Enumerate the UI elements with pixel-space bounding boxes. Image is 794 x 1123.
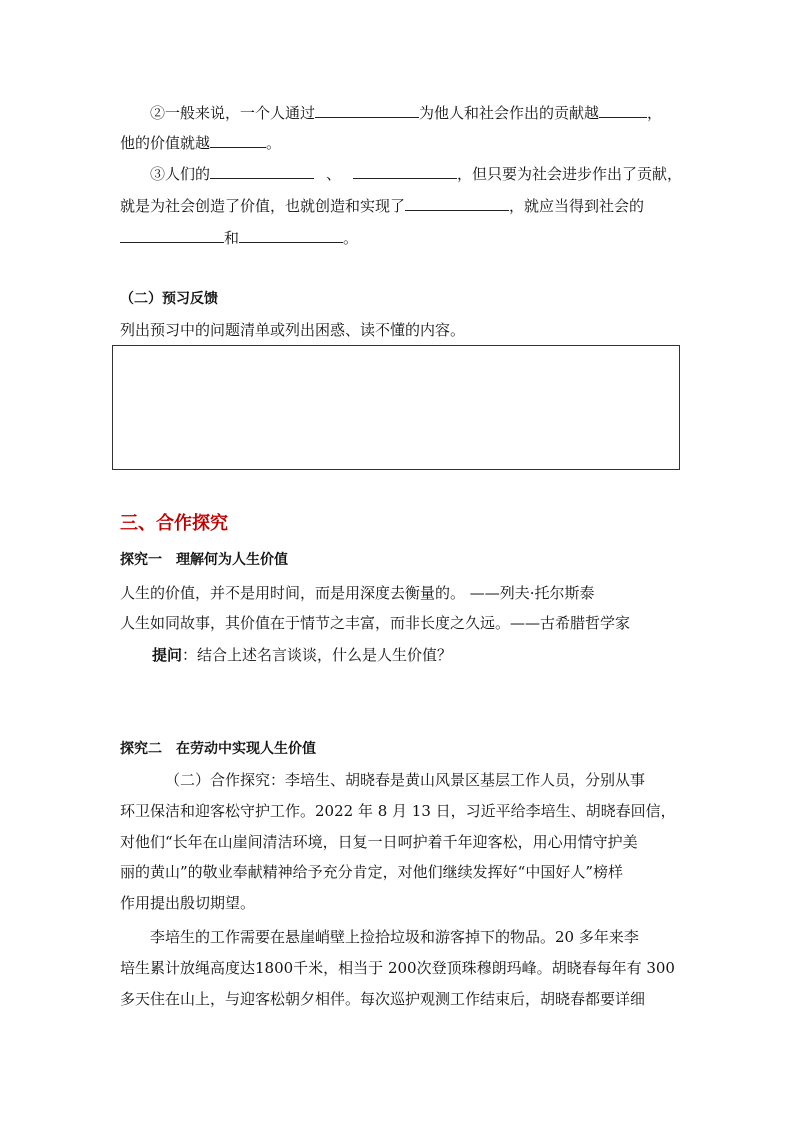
feedback-answer-box[interactable] <box>112 345 680 470</box>
item2-text-b: 为他人和社会作出的贡献越 <box>419 104 600 122</box>
explore2-title: 探究二 在劳动中实现人生价值 <box>120 741 316 757</box>
item2-text-e: 。 <box>266 134 282 152</box>
para2-line: 多天住在山上，与迎客松朝夕相伴。每次巡护观测工作结束后，胡晓春都要详细 <box>120 990 646 1008</box>
item3-text-d: 就是为社会创造了价值，也就创造和实现了 <box>120 197 406 215</box>
item3-text-e: ，就应当得到社会的 <box>509 197 645 215</box>
item3-text-g: 。 <box>343 229 359 247</box>
para2-line: 培生累计放绳高度达1800千米，相当于 200次登顶珠穆朗玛峰。胡晓春每年有 300 <box>120 959 675 977</box>
item2-text-c: ， <box>647 104 663 122</box>
item2-line2 <box>120 133 281 153</box>
question-label: 提问 <box>152 646 183 664</box>
quote-1: 人生的价值，并不是用时间，而是用深度去衡量的。 ——列夫·托尔斯泰 <box>120 584 595 602</box>
item2-text-a: ②一般来说，一个人通过 <box>150 104 316 122</box>
para2-line: 李培生的工作需要在悬崖峭壁上捡拾垃圾和游客掉下的物品。20 多年来李 <box>150 928 639 946</box>
item2-line1 <box>150 103 662 123</box>
para1-line: （二）合作探究：李培生、胡晓春是黄山风景区基层工作人员，分别从事 <box>165 771 646 789</box>
explore1-title: 探究一 理解何为人生价值 <box>120 552 288 568</box>
item3-line1 <box>150 164 682 184</box>
item2-text-d: 他的价值就越 <box>120 134 211 152</box>
item3-text-f: 和 <box>224 229 240 247</box>
question <box>152 645 452 665</box>
blank-field[interactable] <box>239 228 343 243</box>
blank-field[interactable] <box>210 164 314 179</box>
feedback-instruction: 列出预习中的问题清单或列出困惑、读不懂的内容。 <box>120 321 466 339</box>
blank-field[interactable] <box>353 164 457 179</box>
quote-2: 人生如同故事，其价值在于情节之丰富，而非长度之久远。——古希腊哲学家 <box>120 614 631 632</box>
blank-field[interactable] <box>405 196 509 211</box>
blank-field[interactable] <box>210 133 266 148</box>
item3-line3 <box>120 228 358 248</box>
para1-line: 丽的黄山”的敬业奉献精神给予充分肯定，对他们继续发挥好“中国好人”榜样 <box>120 863 624 881</box>
section-heading: 三、合作探究 <box>120 513 228 534</box>
blank-field[interactable] <box>120 228 224 243</box>
item3-line2 <box>120 196 644 216</box>
question-text: ：结合上述名言谈谈，什么是人生价值？ <box>182 646 453 664</box>
item3-text-a: ③人们的 <box>150 165 211 183</box>
para1-line: 对他们“长年在山崖间清洁环境，日复一日呵护着千年迎客松，用心用情守护美 <box>120 833 638 851</box>
blank-field[interactable] <box>315 103 419 118</box>
item3-text-c: ，但只要为社会进步作出了贡献， <box>457 165 683 183</box>
feedback-title: （二）预习反馈 <box>120 291 218 307</box>
item3-text-b: 、 <box>326 165 342 183</box>
para1-line: 环卫保洁和迎客松守护工作。2022 年 8 月 13 日，习近平给李培生、胡晓春回信， <box>120 802 676 820</box>
para1-line: 作用提出殷切期望。 <box>120 894 256 912</box>
blank-field[interactable] <box>599 103 647 118</box>
